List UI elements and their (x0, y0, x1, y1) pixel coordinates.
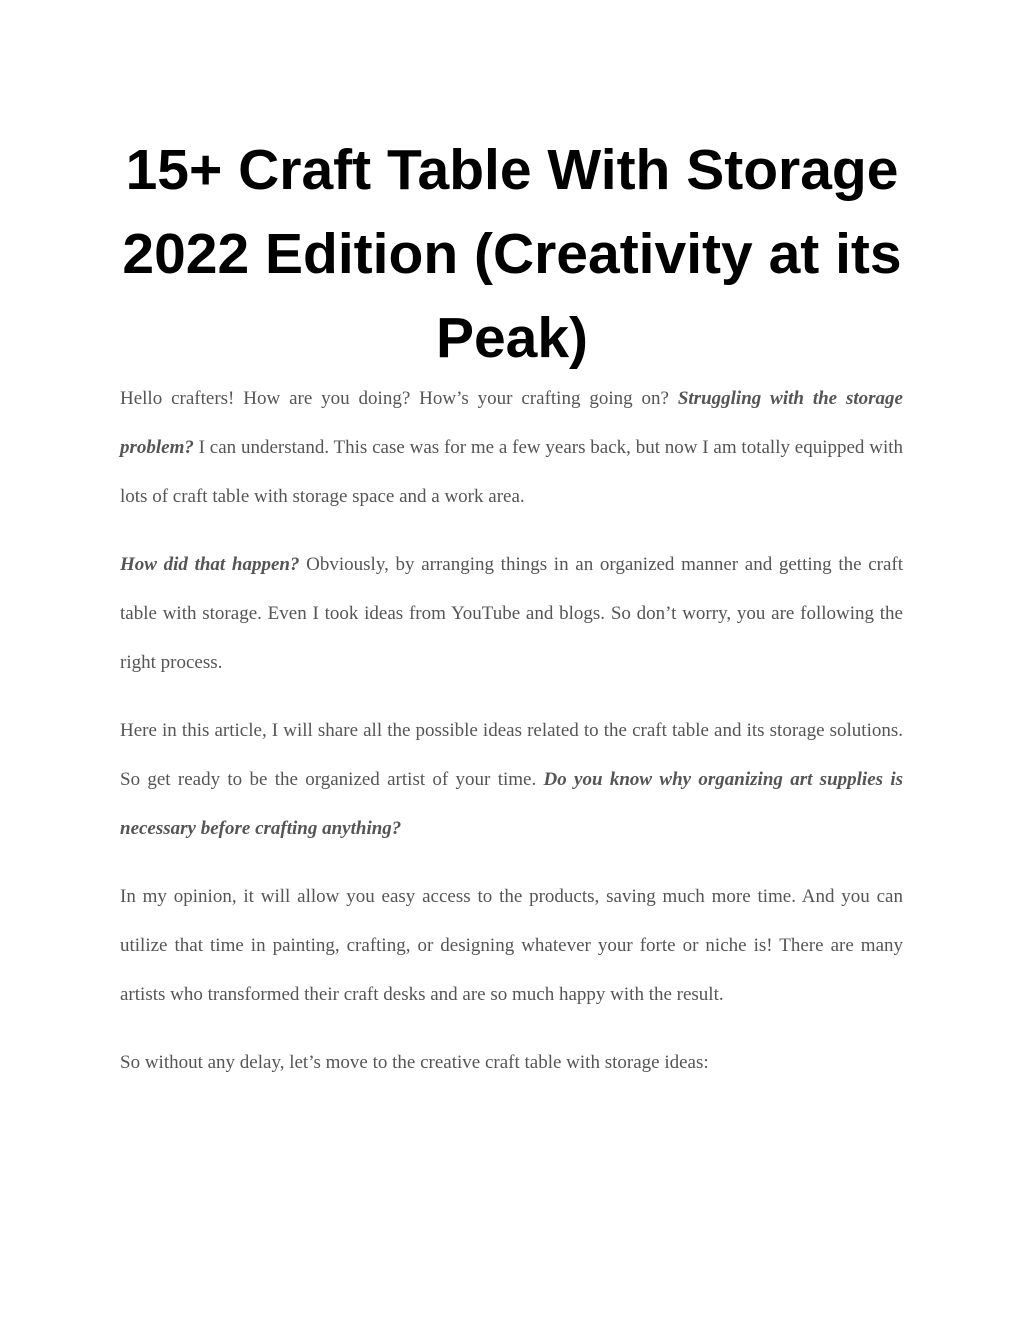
emphasis-text: Do you know why organizing art supplies is necessary before crafting anything? (120, 769, 903, 839)
paragraph-text: I can understand. This case was for me a few years back, but now I am totally equipped with lots of craft table with storage space and a work area. (120, 437, 903, 507)
paragraph-intro (120, 374, 903, 521)
page-title: 15+ Craft Table With Storage 2022 Edition (Creativity at its Peak) (122, 138, 902, 370)
article-body (120, 374, 903, 1106)
emphasis-text: How did that happen? (120, 554, 300, 575)
paragraph-how (120, 540, 903, 687)
paragraph-text: Here in this article, I will share all the possible ideas related to the craft table and its storage solutions. So get ready to be the organized artist of your time. (120, 720, 903, 790)
paragraph-text: Obviously, by arranging things in an organized manner and getting the craft table with storage. Even I took ideas from YouTube and blogs. So don’t worry, you are following the right process. (120, 554, 904, 673)
paragraph-text: Hello crafters! How are you doing? How’s your crafting going on? (120, 388, 678, 409)
paragraph-opinion: In my opinion, it will allow you easy access to the products, saving much more time. And you can utilize that time in painting, crafting, or designing whatever your forte or niche is! There are many artists who transformed their craft desks and are so much happy with the result. (120, 886, 903, 1005)
emphasis-text: Struggling with the storage problem? (120, 388, 903, 458)
paragraph-article (120, 706, 903, 853)
paragraph-closing: So without any delay, let’s move to the creative craft table with storage ideas: (120, 1052, 709, 1073)
